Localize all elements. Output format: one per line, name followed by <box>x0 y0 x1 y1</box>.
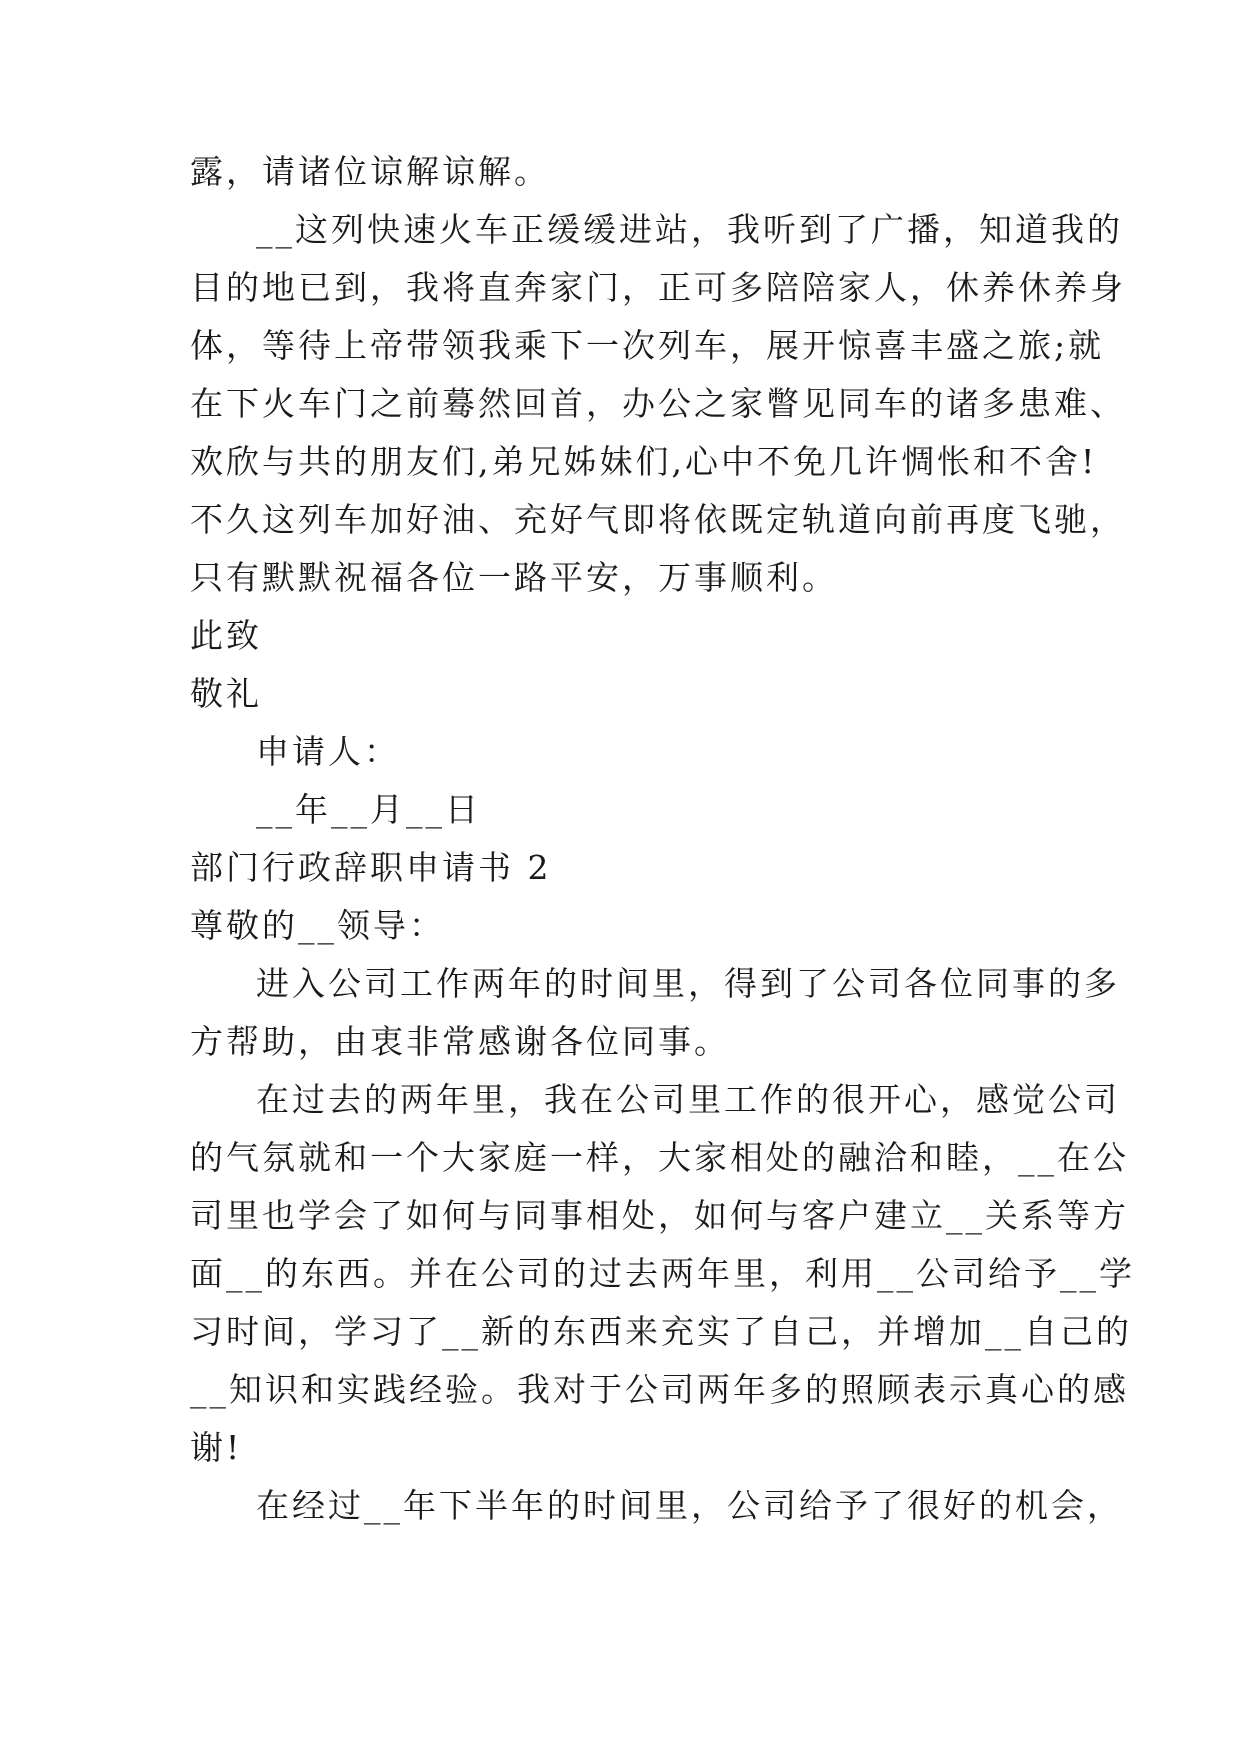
text-line: 露，请诸位谅解谅解。 <box>190 152 550 191</box>
text-line: 只有默默祝福各位一路平安，万事顺利。 <box>190 558 838 597</box>
text-line: 司里也学会了如何与同事相处，如何与客户建立__关系等方 <box>190 1196 1129 1235</box>
text-line: 谢! <box>190 1428 243 1467</box>
text-line: 方帮助，由衷非常感谢各位同事。 <box>190 1022 730 1061</box>
text-line: 不久这列车加好油、充好气即将依既定轨道向前再度飞驰， <box>190 500 1126 539</box>
greeting: 尊敬的__领导： <box>190 906 445 945</box>
text-line: 习时间，学习了__新的东西来充实了自己，并增加__自己的 <box>190 1312 1132 1351</box>
text-line: 欢欣与共的朋友们,弟兄姊妹们,心中不免几许惆怅和不舍! <box>190 442 1098 481</box>
text-line: 体，等待上帝带领我乘下一次列车，展开惊喜丰盛之旅;就 <box>190 326 1105 365</box>
applicant-label: 申请人： <box>256 732 400 771</box>
text-line: 在经过__年下半年的时间里，公司给予了很好的机会， <box>256 1486 1123 1525</box>
section-title: 部门行政辞职申请书 2 <box>190 848 552 887</box>
date-line: __年__月__日 <box>256 790 481 829</box>
text-line: 面__的东西。并在公司的过去两年里，利用__公司给予__学 <box>190 1254 1135 1293</box>
closing-regards: 敬礼 <box>190 674 262 713</box>
text-line: __这列快速火车正缓缓进站，我听到了广播，知道我的 <box>256 210 1123 249</box>
text-line: 在下火车门之前蓦然回首，办公之家瞥见同车的诸多患难、 <box>190 384 1126 423</box>
text-line: 进入公司工作两年的时间里，得到了公司各位同事的多 <box>256 964 1120 1003</box>
text-line: 的气氛就和一个大家庭一样，大家相处的融洽和睦，__在公 <box>190 1138 1129 1177</box>
text-line: 目的地已到，我将直奔家门，正可多陪陪家人，休养休养身 <box>190 268 1126 307</box>
closing-salutation: 此致 <box>190 616 262 655</box>
text-line: 在过去的两年里，我在公司里工作的很开心，感觉公司 <box>256 1080 1120 1119</box>
text-line: __知识和实践经验。我对于公司两年多的照顾表示真心的感 <box>190 1370 1129 1409</box>
